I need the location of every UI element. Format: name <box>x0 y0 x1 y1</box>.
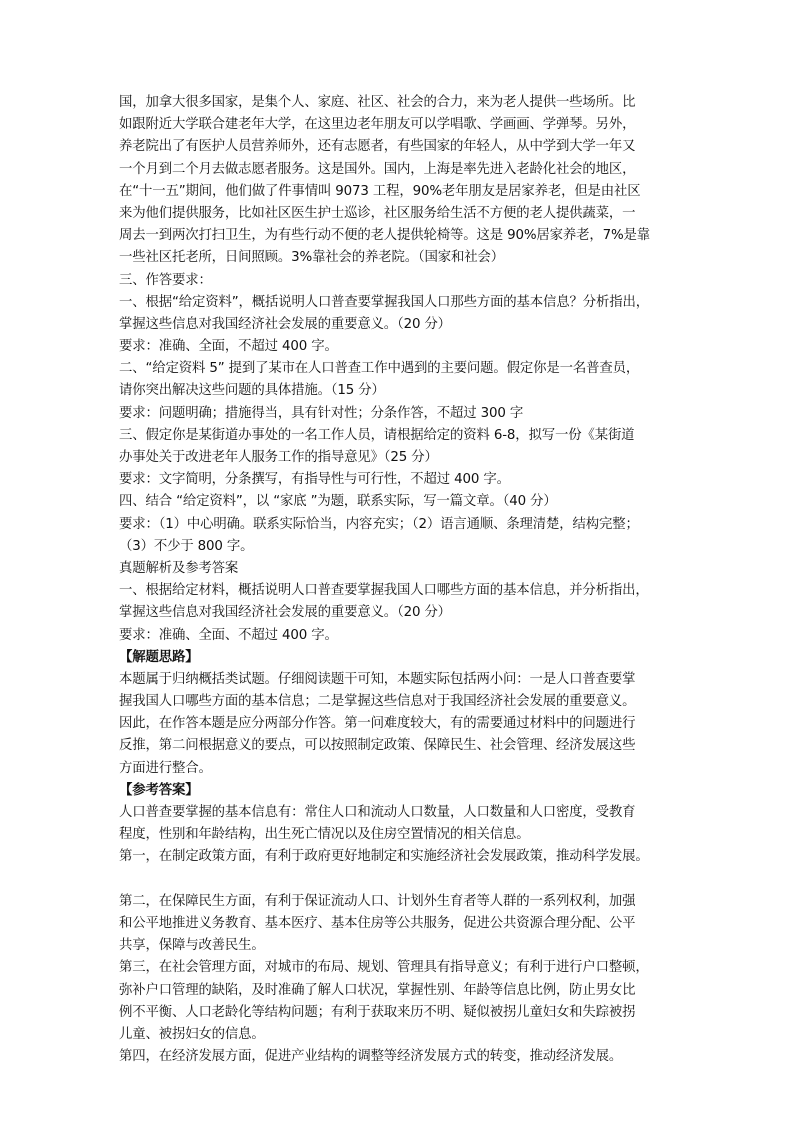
text-line-answer-7: 第三，在社会管理方面，对城市的布局、规划、管理具有指导意义；有利于进行户口整顿， <box>119 960 649 976</box>
text-line-answer-9: 例不平衡、人口老龄化等结构问题；有利于获取来历不明、疑似被拐儿童妇女和失踪被拐 <box>119 1004 636 1020</box>
text-line-a1-q-b: 掌握这些信息对我国经济社会发展的重要意义。（20 分） <box>119 605 451 621</box>
text-line-answer-6: 共享，保障与改善民生。 <box>119 938 265 954</box>
text-line-thinking-4: 反推，第二问根据意义的要点，可以按照制定政策、保障民生、社会管理、经济发展这些 <box>119 738 636 754</box>
text-line-intro-7: 周去一到两次打扫卫生，为有些行动不便的老人提供轮椅等。这是 90%居家养老，7%是靠 <box>119 228 651 244</box>
text-line-answer-2: 程度，性别和年龄结构，出生死亡情况以及住房空置情况的相关信息。 <box>119 827 530 843</box>
text-line-q4-req-b: （3）不少于 800 字。 <box>119 538 254 554</box>
blank-line <box>119 869 689 891</box>
text-line-q2-a: 二、“给定资料 5” 提到了某市在人口普查工作中遇到的主要问题。假定你是一名普查员， <box>119 361 640 377</box>
text-line-intro-6: 来为他们提供服务，比如社区医生护士巡诊，社区服务给生活不方便的老人提供蔬菜，一 <box>119 205 636 221</box>
text-line-a1-q-a: 一、根据给定材料，概括说明人口普查要掌握我国人口哪些方面的基本信息，并分析指出， <box>119 583 649 599</box>
text-line-intro-4: 一个月到二个月去做志愿者服务。这是国外。国内，上海是率先进入老龄化社会的地区， <box>119 161 636 177</box>
text-line-intro-5: 在“十一五”期间，他们做了件事情叫 9073 工程，90%老年朋友是居家养老，但是由社区 <box>119 183 641 199</box>
text-line-q3-a: 三、假定你是某街道办事处的一名工作人员，请根据给定的资料 6-8，拟写一份《某街道 <box>119 427 635 443</box>
text-line-q2-b: 请你突出解决这些问题的具体措施。（15 分） <box>119 383 385 399</box>
text-line-q1-req: 要求：准确、全面，不超过 400 字。 <box>119 339 338 355</box>
text-line-q1-b: 掌握这些信息对我国经济社会发展的重要意义。（20 分） <box>119 316 451 332</box>
text-line-thinking-3: 因此，在作答本题是应分两部分作答。第一问难度较大，有的需要通过材料中的问题进行 <box>119 716 636 732</box>
text-line-thinking-1: 本题属于归纳概括类试题。仔细阅读题干可知，本题实际包括两小问：一是人口普查要掌 <box>119 671 636 687</box>
text-line-q3-req: 要求：文字简明，分条撰写，有指导性与可行性，不超过 400 字。 <box>119 472 510 488</box>
text-line-analysis-title: 真题解析及参考答案 <box>119 560 239 576</box>
text-line-thinking-5: 方面进行整合。 <box>119 760 212 776</box>
text-line-answer-heading: 【参考答案】 <box>119 782 199 798</box>
text-line-a1-req: 要求：准确、全面、不超过 400 字。 <box>119 627 338 643</box>
text-line-intro-3: 养老院出了有医护人员营养师外，还有志愿者，有些国家的年轻人，从中学到大学一年又 <box>119 139 636 155</box>
text-line-thinking-heading: 【解题思路】 <box>119 649 199 665</box>
text-line-section-heading: 三、作答要求： <box>119 272 212 288</box>
text-line-answer-3: 第一，在制定政策方面，有利于政府更好地制定和实施经济社会发展政策，推动科学发展。 <box>119 849 649 865</box>
text-line-thinking-2: 握我国人口哪些方面的基本信息；二是掌握这些信息对于我国经济社会发展的重要意义。 <box>119 694 636 710</box>
document-page <box>119 92 689 1068</box>
text-line-q4-req-a: 要求：（1）中心明确。联系实际恰当，内容充实；（2）语言通顺、条理清楚，结构完整； <box>119 516 639 532</box>
text-line-answer-11: 第四，在经济发展方面，促进产业结构的调整等经济发展方式的转变，推动经济发展。 <box>119 1049 623 1065</box>
text-line-q4-a: 四、结合 “给定资料”，以 “家底 ”为题，联系实际，写一篇文章。（40 分） <box>119 494 557 510</box>
text-line-answer-8: 弥补户口管理的缺陷，及时准确了解人口状况，掌握性别、年龄等信息比例，防止男女比 <box>119 982 636 998</box>
text-line-q3-b: 办事处关于改进老年人服务工作的指导意见》（25 分） <box>119 450 438 465</box>
text-line-answer-1: 人口普查要掌握的基本信息有：常住人口和流动人口数量，人口数量和人口密度，受教育 <box>119 805 636 820</box>
text-line-answer-4: 第二，在保障民生方面，有利于保证流动人口、计划外生育者等人群的一系列权利，加强 <box>119 893 636 909</box>
text-line-intro-2: 如跟附近大学联合建老年大学，在这里边老年朋友可以学唱歌、学画画、学弹琴。另外， <box>119 117 636 133</box>
text-line-q1-a: 一、根据“给定资料”，概括说明人口普查要掌握我国人口那些方面的基本信息？分析指出， <box>119 294 649 310</box>
text-line-intro-8: 一些社区托老所，日间照顾。3%靠社会的养老院。（国家和社会） <box>119 250 504 266</box>
text-line-answer-10: 儿童、被拐妇女的信息。 <box>119 1026 265 1042</box>
text-line-q2-req: 要求：问题明确；措施得当，具有针对性；分条作答，不超过 300 字 <box>119 405 524 421</box>
text-line-answer-5: 和公平地推进义务教育、基本医疗、基本住房等公共服务，促进公共资源合理分配、公平 <box>119 915 636 931</box>
text-line-intro-1: 国，加拿大很多国家，是集个人、家庭、社区、社会的合力，来为老人提供一些场所。比 <box>119 95 636 110</box>
